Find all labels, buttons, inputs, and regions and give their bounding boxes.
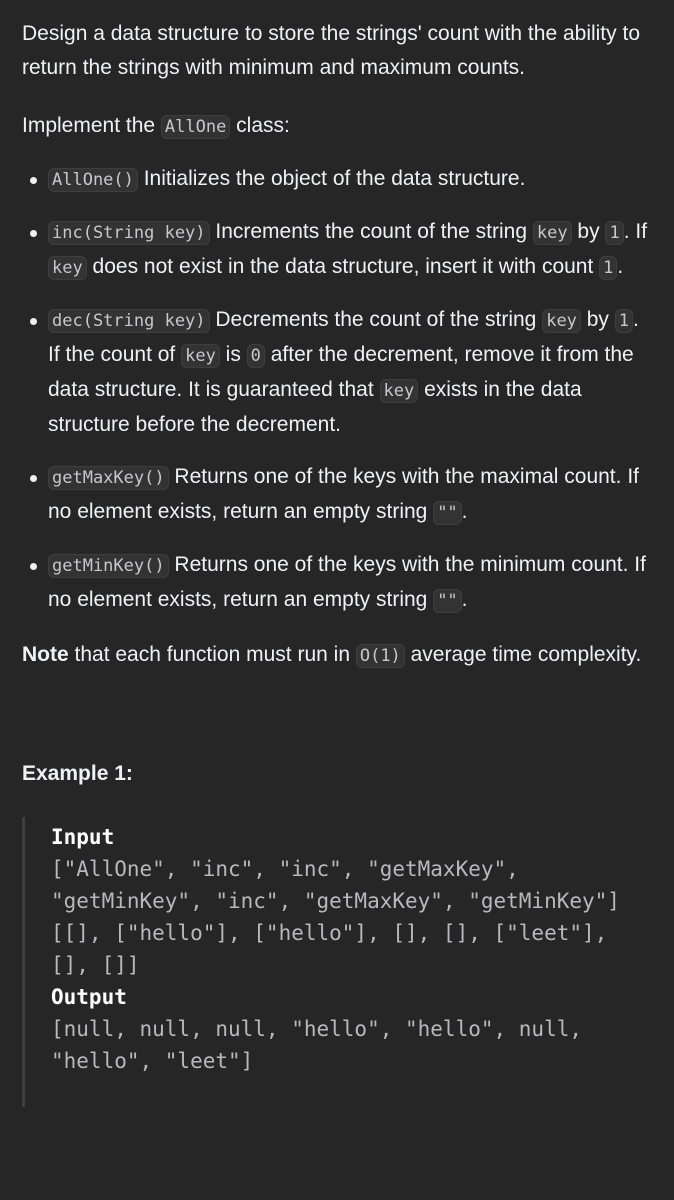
output-line: "hello", "leet"] [51,1049,254,1073]
method-signature: AllOne() [48,168,138,192]
method-signature: dec(String key) [48,309,210,333]
output-label: Output [51,985,127,1009]
method-item-getmaxkey: getMaxKey() Returns one of the keys with the maximal count. If no element exists, return an empty string "" . [48,460,652,530]
intro-paragraph: Design a data structure to store the strings' count with the ability to return the strings with minimum and maximum counts. [22,22,640,79]
method-item-constructor: AllOne() Initializes the object of the data structure. [48,162,652,197]
method-signature: inc(String key) [48,221,210,245]
example-title: Example 1: [22,762,133,785]
complexity-note: Note that each function must run in O(1) average time complexity. [22,643,642,666]
method-item-getminkey: getMinKey() Returns one of the keys with the minimum count. If no element exists, return an empty string "" . [48,548,652,618]
input-line: [[], ["hello"], ["hello"], [], [], ["leet"], [51,921,608,945]
example-block [22,817,652,1107]
method-signature: getMinKey() [48,554,169,578]
method-signature: getMaxKey() [48,466,169,490]
methods-list [22,162,652,618]
class-name-code: AllOne [161,115,230,139]
input-label: Input [51,825,115,849]
method-item-inc: inc(String key) Increments the count of the string key by 1 . If key does not exist in the data structure, insert it with count 1 . [48,215,652,285]
input-line: [], []] [51,953,140,977]
output-line: [null, null, null, "hello", "hello", null, [51,1017,583,1041]
input-line: "getMinKey", "inc", "getMaxKey", "getMinKey"] [51,889,620,913]
method-item-dec: dec(String key) Decrements the count of the string key by 1 . If the count of key is 0 after the decrement, remove it from the data structure. It is guaranteed that key exists in the data structure before the decrement. [48,303,652,442]
input-line: ["AllOne", "inc", "inc", "getMaxKey", [51,857,519,881]
complexity-code: O(1) [356,644,405,668]
implement-paragraph: Implement the AllOne class: [22,114,290,137]
